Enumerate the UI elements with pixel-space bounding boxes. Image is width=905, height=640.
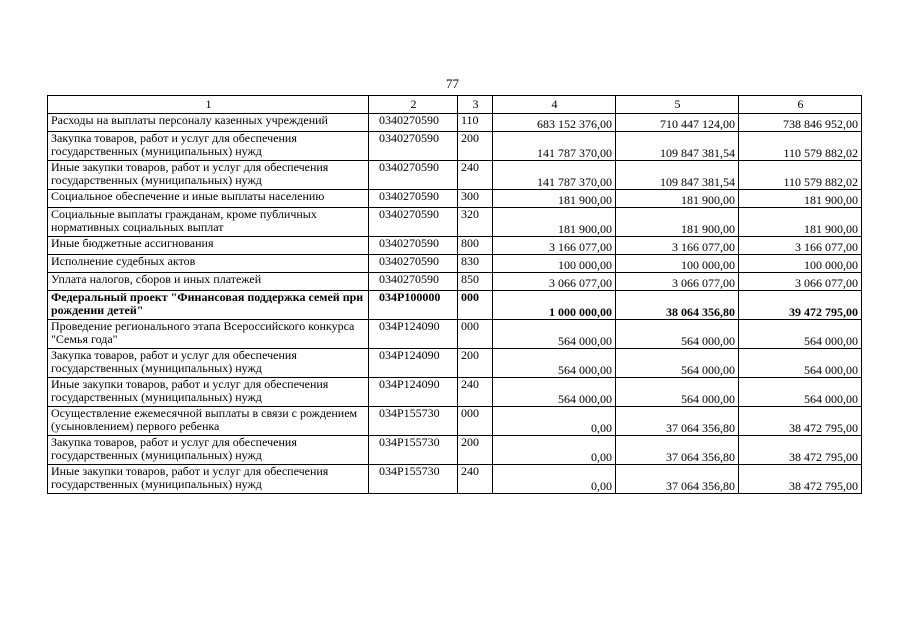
row-value-col6: 564 000,00 — [739, 378, 862, 407]
row-expense-type: 200 — [458, 132, 493, 161]
row-value-col4: 0,00 — [493, 407, 616, 436]
row-name: Уплата налогов, сборов и иных платежей — [48, 273, 369, 291]
row-value-col5: 3 066 077,00 — [616, 273, 739, 291]
table-row — [48, 132, 862, 161]
header-cell: 5 — [616, 96, 739, 114]
table-row — [48, 436, 862, 465]
row-value-col4: 3 066 077,00 — [493, 273, 616, 291]
row-value-col6: 38 472 795,00 — [739, 436, 862, 465]
row-value-col4: 683 152 376,00 — [493, 114, 616, 132]
table-header-row — [48, 96, 862, 114]
row-value-col4: 0,00 — [493, 465, 616, 494]
row-name: Иные бюджетные ассигнования — [48, 237, 369, 255]
row-value-col4: 1 000 000,00 — [493, 291, 616, 320]
row-name: Иные закупки товаров, работ и услуг для обеспечения государственных (муниципальных) нужд — [48, 161, 369, 190]
row-name: Закупка товаров, работ и услуг для обеспечения государственных (муниципальных) нужд — [48, 349, 369, 378]
row-code: 0340270590 — [369, 190, 458, 208]
page-number: 77 — [446, 76, 459, 91]
row-value-col4: 141 787 370,00 — [493, 161, 616, 190]
row-value-col4: 0,00 — [493, 436, 616, 465]
row-expense-type: 300 — [458, 190, 493, 208]
row-value-col4: 181 900,00 — [493, 190, 616, 208]
row-expense-type: 000 — [458, 407, 493, 436]
table-row — [48, 320, 862, 349]
row-value-col5: 181 900,00 — [616, 208, 739, 237]
row-expense-type: 240 — [458, 161, 493, 190]
table-row — [48, 349, 862, 378]
row-value-col6: 110 579 882,02 — [739, 161, 862, 190]
row-name: Исполнение судебных актов — [48, 255, 369, 273]
row-value-col5: 564 000,00 — [616, 378, 739, 407]
row-expense-type: 000 — [458, 320, 493, 349]
row-value-col5: 37 064 356,80 — [616, 465, 739, 494]
row-value-col5: 564 000,00 — [616, 320, 739, 349]
row-value-col5: 3 166 077,00 — [616, 237, 739, 255]
row-expense-type: 320 — [458, 208, 493, 237]
row-value-col6: 3 166 077,00 — [739, 237, 862, 255]
table-row — [48, 291, 862, 320]
row-value-col6: 181 900,00 — [739, 208, 862, 237]
row-value-col5: 38 064 356,80 — [616, 291, 739, 320]
header-cell: 4 — [493, 96, 616, 114]
table-row — [48, 273, 862, 291]
header-cell: 1 — [48, 96, 369, 114]
row-value-col6: 564 000,00 — [739, 320, 862, 349]
row-value-col5: 37 064 356,80 — [616, 436, 739, 465]
row-value-col6: 110 579 882,02 — [739, 132, 862, 161]
row-expense-type: 200 — [458, 349, 493, 378]
row-value-col5: 100 000,00 — [616, 255, 739, 273]
table-row — [48, 407, 862, 436]
header-cell: 2 — [369, 96, 458, 114]
budget-table — [47, 95, 862, 494]
row-expense-type: 240 — [458, 465, 493, 494]
row-code: 0340270590 — [369, 161, 458, 190]
row-expense-type: 830 — [458, 255, 493, 273]
row-value-col5: 564 000,00 — [616, 349, 739, 378]
row-value-col4: 564 000,00 — [493, 378, 616, 407]
header-cell: 3 — [458, 96, 493, 114]
row-expense-type: 240 — [458, 378, 493, 407]
row-value-col4: 564 000,00 — [493, 320, 616, 349]
row-value-col6: 738 846 952,00 — [739, 114, 862, 132]
row-name: Федеральный проект "Финансовая поддержка семей при рождении детей" — [48, 291, 369, 320]
row-code: 034P124090 — [369, 320, 458, 349]
row-value-col4: 100 000,00 — [493, 255, 616, 273]
row-expense-type: 800 — [458, 237, 493, 255]
row-value-col5: 109 847 381,54 — [616, 132, 739, 161]
row-code: 034P155730 — [369, 407, 458, 436]
row-value-col6: 38 472 795,00 — [739, 407, 862, 436]
table-row — [48, 161, 862, 190]
row-name: Иные закупки товаров, работ и услуг для обеспечения государственных (муниципальных) нужд — [48, 465, 369, 494]
row-code: 0340270590 — [369, 237, 458, 255]
table-row — [48, 465, 862, 494]
header-cell: 6 — [739, 96, 862, 114]
row-code: 034P155730 — [369, 465, 458, 494]
row-code: 034P124090 — [369, 349, 458, 378]
row-value-col6: 564 000,00 — [739, 349, 862, 378]
row-code: 0340270590 — [369, 114, 458, 132]
row-value-col4: 3 166 077,00 — [493, 237, 616, 255]
row-value-col4: 564 000,00 — [493, 349, 616, 378]
row-code: 034P124090 — [369, 378, 458, 407]
table-row — [48, 208, 862, 237]
row-value-col6: 38 472 795,00 — [739, 465, 862, 494]
row-value-col5: 181 900,00 — [616, 190, 739, 208]
row-code: 0340270590 — [369, 208, 458, 237]
row-value-col6: 3 066 077,00 — [739, 273, 862, 291]
row-expense-type: 110 — [458, 114, 493, 132]
row-value-col5: 710 447 124,00 — [616, 114, 739, 132]
row-name: Социальное обеспечение и иные выплаты населению — [48, 190, 369, 208]
table-row — [48, 378, 862, 407]
row-name: Социальные выплаты гражданам, кроме публичных нормативных социальных выплат — [48, 208, 369, 237]
row-code: 034P100000 — [369, 291, 458, 320]
row-name: Иные закупки товаров, работ и услуг для обеспечения государственных (муниципальных) нужд — [48, 378, 369, 407]
row-expense-type: 850 — [458, 273, 493, 291]
row-expense-type: 200 — [458, 436, 493, 465]
row-name: Закупка товаров, работ и услуг для обеспечения государственных (муниципальных) нужд — [48, 436, 369, 465]
table-row — [48, 237, 862, 255]
row-code: 0340270590 — [369, 273, 458, 291]
row-name: Расходы на выплаты персоналу казенных учреждений — [48, 114, 369, 132]
row-value-col4: 141 787 370,00 — [493, 132, 616, 161]
row-value-col6: 181 900,00 — [739, 190, 862, 208]
row-value-col5: 109 847 381,54 — [616, 161, 739, 190]
row-value-col6: 39 472 795,00 — [739, 291, 862, 320]
table-row — [48, 190, 862, 208]
row-code: 034P155730 — [369, 436, 458, 465]
row-value-col6: 100 000,00 — [739, 255, 862, 273]
row-expense-type: 000 — [458, 291, 493, 320]
row-code: 0340270590 — [369, 255, 458, 273]
table-row — [48, 114, 862, 132]
row-name: Проведение регионального этапа Всероссийского конкурса "Семья года" — [48, 320, 369, 349]
row-name: Закупка товаров, работ и услуг для обеспечения государственных (муниципальных) нужд — [48, 132, 369, 161]
row-value-col4: 181 900,00 — [493, 208, 616, 237]
row-value-col5: 37 064 356,80 — [616, 407, 739, 436]
row-code: 0340270590 — [369, 132, 458, 161]
row-name: Осуществление ежемесячной выплаты в связи с рождением (усыновлением) первого ребенка — [48, 407, 369, 436]
table-row — [48, 255, 862, 273]
